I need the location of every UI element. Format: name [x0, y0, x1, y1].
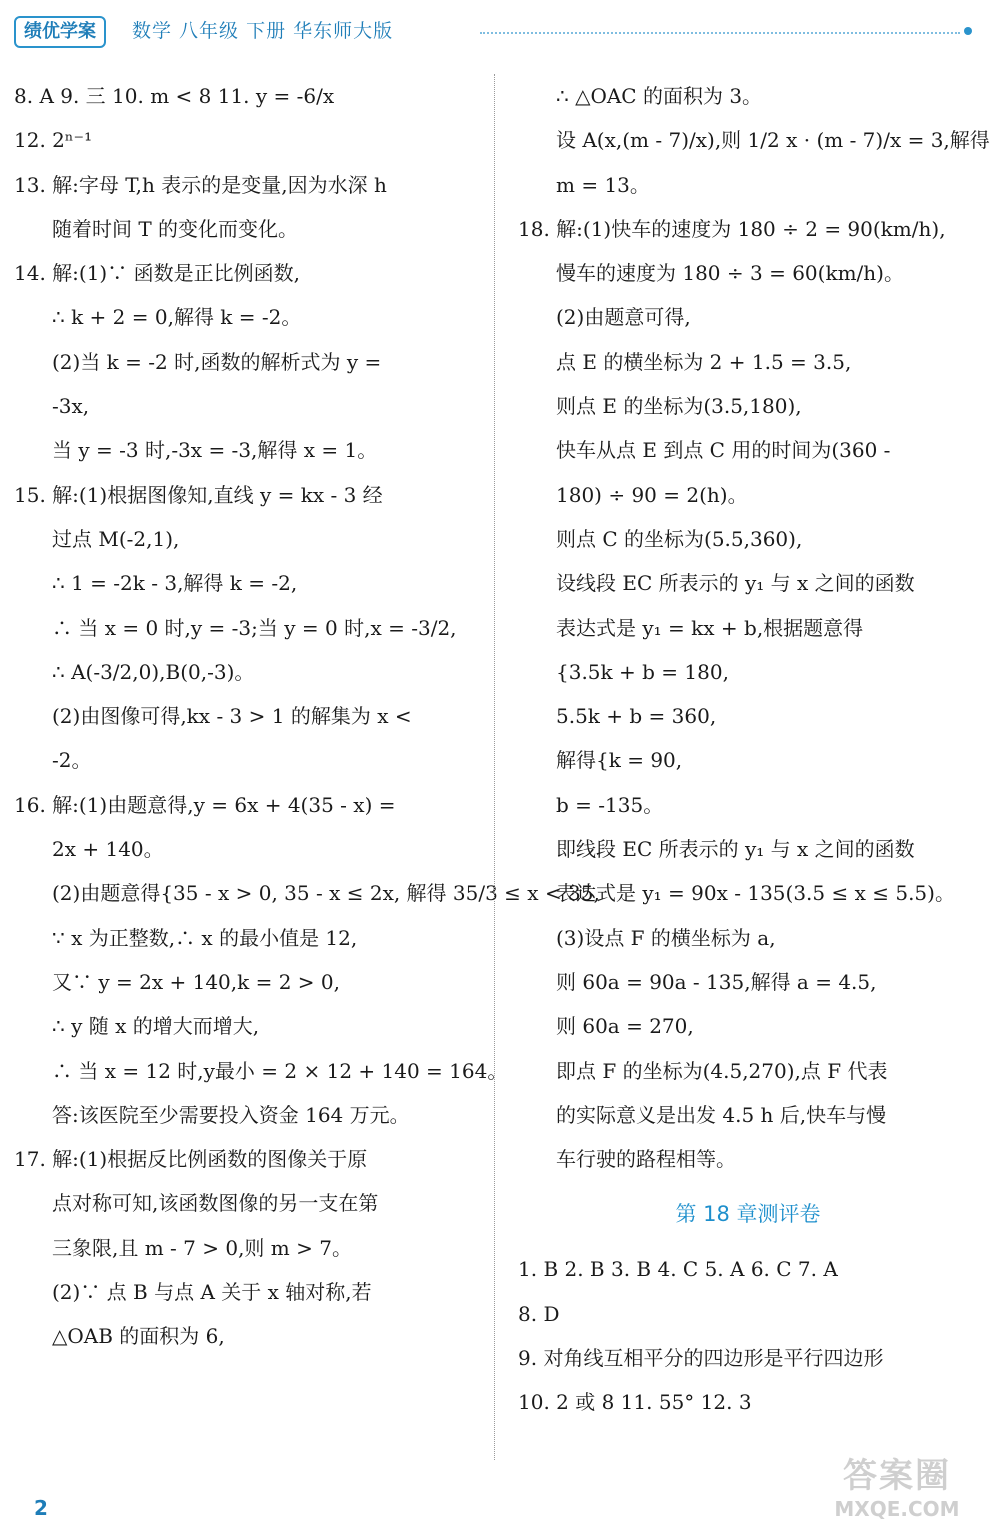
watermark-logo — [812, 1456, 982, 1526]
answer-line: 180) ÷ 90 = 2(h)。 — [556, 482, 748, 507]
answer-line: 10. 2 或 8 11. 55° 12. 3 — [518, 1390, 752, 1415]
answer-line: 点对称可知,该函数图像的另一支在第 — [52, 1191, 379, 1216]
column-divider — [494, 74, 495, 1460]
answer-line: ∴ 当 x = 12 时,y最小 = 2 × 12 + 140 = 164。 — [52, 1058, 508, 1083]
answer-line: 17. 解:(1)根据反比例函数的图像关于原 — [14, 1147, 368, 1172]
header-dotted-rule — [480, 32, 960, 34]
page-header — [0, 0, 994, 50]
answer-line: ∴ △OAC 的面积为 3。 — [556, 84, 763, 108]
answer-line: -3x, — [52, 394, 90, 419]
answer-line: 2x + 140。 — [52, 837, 164, 862]
answer-line: 16. 解:(1)由题意得,y = 6x + 4(35 - x) = — [14, 792, 396, 817]
answer-line: (2)由图像可得,kx - 3 > 1 的解集为 x < — [52, 704, 412, 729]
answer-line: 5.5k + b = 360, — [556, 704, 717, 729]
answer-line: 则点 C 的坐标为(5.5,360), — [556, 526, 803, 551]
answer-line: -2。 — [52, 748, 92, 773]
watermark-text: 答案圈 — [843, 1456, 951, 1496]
answer-line: 则 60a = 270, — [556, 1014, 694, 1039]
answer-line: 设 A(x,(m - 7)/x),则 1/2 x · (m - 7)/x = 3,解得 — [556, 128, 990, 153]
answer-line: 点 E 的横坐标为 2 + 1.5 = 3.5, — [556, 349, 852, 374]
answer-line: (2)∵ 点 B 与点 A 关于 x 轴对称,若 — [52, 1280, 372, 1305]
answer-line: 三象限,且 m - 7 > 0,则 m > 7。 — [52, 1235, 352, 1260]
answer-line: 表达式是 y₁ = 90x - 135(3.5 ≤ x ≤ 5.5)。 — [556, 881, 955, 906]
answer-line: m = 13。 — [556, 172, 650, 197]
answer-line: (3)设点 F 的横坐标为 a, — [556, 925, 776, 950]
brand-logo: 绩优学案 — [14, 16, 106, 48]
watermark-url: MXQE.COM — [834, 1497, 960, 1521]
right-column — [518, 74, 990, 1425]
answer-line: 13. 解:字母 T,h 表示的是变量,因为水深 h — [14, 172, 387, 197]
answer-line: 随着时间 T 的变化而变化。 — [52, 216, 299, 241]
answer-line: ∴ 当 x = 0 时,y = -3;当 y = 0 时,x = -3/2, — [52, 615, 457, 640]
answer-line: 当 y = -3 时,-3x = -3,解得 x = 1。 — [52, 438, 378, 463]
answer-line: {3.5k + b = 180, — [556, 659, 729, 684]
answer-line: (2)当 k = -2 时,函数的解析式为 y = — [52, 349, 382, 374]
answer-line: 车行驶的路程相等。 — [556, 1147, 736, 1172]
answer-line: ∴ A(-3/2,0),B(0,-3)。 — [52, 659, 255, 684]
answer-line: 8. A 9. 三 10. m < 8 11. y = -6/x — [14, 84, 335, 108]
answer-line: ∴ 1 = -2k - 3,解得 k = -2, — [52, 571, 298, 596]
answer-line: 9. 对角线互相平分的四边形是平行四边形 — [518, 1346, 884, 1371]
header-dot-icon — [964, 27, 972, 35]
answer-line: b = -135。 — [556, 792, 664, 817]
answer-line: 表达式是 y₁ = kx + b,根据题意得 — [556, 615, 864, 640]
answer-line: △OAB 的面积为 6, — [52, 1324, 225, 1349]
section-title: 第 18 章测评卷 — [675, 1202, 821, 1227]
answer-line: 快车从点 E 到点 C 用的时间为(360 - — [556, 438, 891, 463]
answer-line: (2)由题意得{35 - x > 0, 35 - x ≤ 2x, 解得 35/3 ≤ x < 35, — [52, 881, 600, 906]
book-subtitle: 数学 八年级 下册 华东师大版 — [132, 20, 394, 42]
page-number: 2 — [34, 1496, 48, 1520]
answer-line: 8. D — [518, 1301, 560, 1326]
answer-line: ∴ y 随 x 的增大而增大, — [52, 1014, 260, 1039]
answer-line: 18. 解:(1)快车的速度为 180 ÷ 2 = 90(km/h), — [518, 216, 946, 241]
answer-line: 又∵ y = 2x + 140,k = 2 > 0, — [52, 969, 341, 994]
answer-line: 即线段 EC 所表示的 y₁ 与 x 之间的函数 — [556, 837, 915, 862]
answer-line: 15. 解:(1)根据图像知,直线 y = kx - 3 经 — [14, 482, 383, 507]
answer-line: 答:该医院至少需要投入资金 164 万元。 — [52, 1102, 410, 1127]
answer-line: (2)由题意可得, — [556, 305, 691, 330]
answer-line: ∵ x 为正整数,∴ x 的最小值是 12, — [52, 925, 358, 950]
answer-line: 1. B 2. B 3. B 4. C 5. A 6. C 7. A — [518, 1257, 838, 1282]
answer-line: 设线段 EC 所表示的 y₁ 与 x 之间的函数 — [556, 571, 915, 596]
answer-line: 14. 解:(1)∵ 函数是正比例函数, — [14, 261, 300, 286]
answer-line: 即点 F 的坐标为(4.5,270),点 F 代表 — [556, 1058, 888, 1083]
answer-line: 解得{k = 90, — [556, 748, 683, 773]
answer-line: 则点 E 的坐标为(3.5,180), — [556, 394, 802, 419]
answer-line: 过点 M(-2,1), — [52, 526, 180, 551]
answer-line: 12. 2ⁿ⁻¹ — [14, 128, 93, 153]
answer-line: 则 60a = 90a - 135,解得 a = 4.5, — [556, 969, 877, 994]
answer-line: ∴ k + 2 = 0,解得 k = -2。 — [52, 305, 302, 330]
answer-line: 慢车的速度为 180 ÷ 3 = 60(km/h)。 — [556, 261, 904, 286]
answer-line: 的实际意义是出发 4.5 h 后,快车与慢 — [556, 1102, 887, 1127]
